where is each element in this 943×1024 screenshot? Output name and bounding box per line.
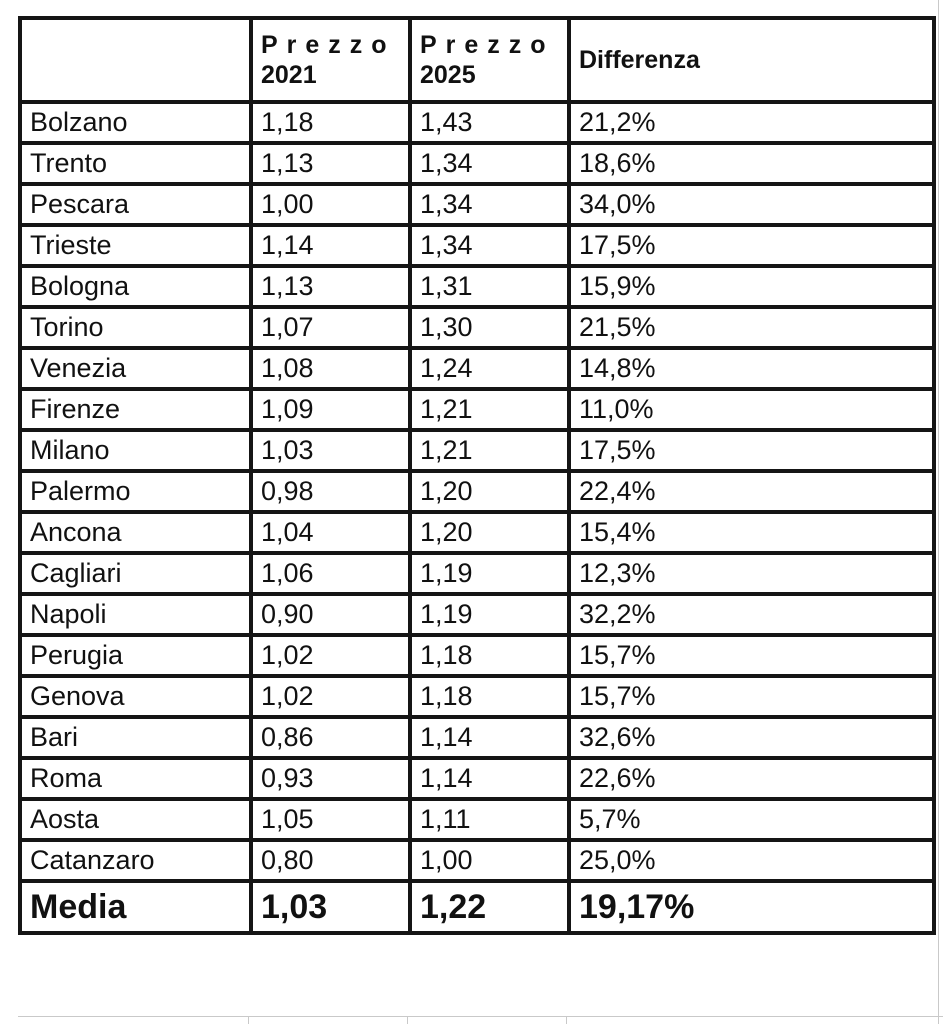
gridline-bottom-col-3	[566, 1016, 567, 1024]
header-price-2025-year: 2025	[420, 61, 476, 89]
cell-city[interactable]: Roma	[20, 758, 251, 799]
table-row	[20, 758, 934, 799]
cell-difference[interactable]: 32,6%	[569, 717, 934, 758]
cell-price-2025[interactable]: 1,30	[410, 307, 569, 348]
cell-difference[interactable]: 22,6%	[569, 758, 934, 799]
cell-city[interactable]: Firenze	[20, 389, 251, 430]
cell-price-2025[interactable]: 1,18	[410, 676, 569, 717]
cell-price-2025[interactable]: 1,11	[410, 799, 569, 840]
cell-price-2025[interactable]: 1,20	[410, 512, 569, 553]
cell-price-2021[interactable]: 1,03	[251, 430, 410, 471]
cell-difference[interactable]: 17,5%	[569, 430, 934, 471]
gridline-bottom-col-1	[248, 1016, 249, 1024]
cell-price-2025[interactable]: 1,34	[410, 225, 569, 266]
cell-difference[interactable]: 14,8%	[569, 348, 934, 389]
cell-difference[interactable]: 12,3%	[569, 553, 934, 594]
gridline-bottom	[18, 1016, 943, 1017]
cell-difference[interactable]: 21,5%	[569, 307, 934, 348]
cell-difference[interactable]: 25,0%	[569, 840, 934, 881]
cell-price-2025[interactable]: 1,31	[410, 266, 569, 307]
cell-difference[interactable]: 15,7%	[569, 635, 934, 676]
cell-price-2021[interactable]: 0,86	[251, 717, 410, 758]
gridline-bottom-col-2	[407, 1016, 408, 1024]
table-row	[20, 389, 934, 430]
price-table	[18, 16, 936, 935]
cell-difference[interactable]: 11,0%	[569, 389, 934, 430]
cell-price-2021[interactable]: 1,18	[251, 102, 410, 143]
cell-city[interactable]: Trieste	[20, 225, 251, 266]
cell-city[interactable]: Palermo	[20, 471, 251, 512]
cell-price-2025[interactable]: 1,21	[410, 389, 569, 430]
cell-price-2025[interactable]: 1,34	[410, 143, 569, 184]
header-cell-price-2025[interactable]	[410, 18, 569, 102]
table-row	[20, 553, 934, 594]
cell-price-2021[interactable]: 1,09	[251, 389, 410, 430]
table-row	[20, 348, 934, 389]
table-row	[20, 430, 934, 471]
cell-price-2025[interactable]: 1,00	[410, 840, 569, 881]
cell-city[interactable]: Torino	[20, 307, 251, 348]
header-price-2025-word: Prezzo	[420, 31, 555, 59]
table-row	[20, 225, 934, 266]
cell-price-2025[interactable]: 1,18	[410, 635, 569, 676]
table-row	[20, 266, 934, 307]
cell-price-2021[interactable]: 1,04	[251, 512, 410, 553]
header-price-2021-word: Prezzo	[261, 31, 396, 59]
cell-price-2021[interactable]: 1,02	[251, 635, 410, 676]
media-price-2025[interactable]: 1,22	[410, 881, 569, 933]
header-cell-price-2021[interactable]	[251, 18, 410, 102]
cell-price-2021[interactable]: 0,98	[251, 471, 410, 512]
cell-price-2025[interactable]: 1,21	[410, 430, 569, 471]
media-row	[20, 881, 934, 933]
cell-difference[interactable]: 5,7%	[569, 799, 934, 840]
table-row	[20, 184, 934, 225]
cell-city[interactable]: Aosta	[20, 799, 251, 840]
cell-city[interactable]: Napoli	[20, 594, 251, 635]
cell-difference[interactable]: 21,2%	[569, 102, 934, 143]
header-cell-city[interactable]	[20, 18, 251, 102]
cell-city[interactable]: Pescara	[20, 184, 251, 225]
header-price-2021-year: 2021	[261, 61, 317, 89]
cell-price-2021[interactable]: 1,06	[251, 553, 410, 594]
cell-price-2021[interactable]: 1,08	[251, 348, 410, 389]
cell-difference[interactable]: 32,2%	[569, 594, 934, 635]
cell-city[interactable]: Perugia	[20, 635, 251, 676]
cell-difference[interactable]: 15,7%	[569, 676, 934, 717]
cell-city[interactable]: Catanzaro	[20, 840, 251, 881]
media-price-2021[interactable]: 1,03	[251, 881, 410, 933]
cell-difference[interactable]: 15,9%	[569, 266, 934, 307]
media-label[interactable]: Media	[20, 881, 251, 933]
cell-price-2025[interactable]: 1,19	[410, 594, 569, 635]
table-row	[20, 594, 934, 635]
table-row	[20, 307, 934, 348]
cell-city[interactable]: Milano	[20, 430, 251, 471]
cell-city[interactable]: Bologna	[20, 266, 251, 307]
cell-difference[interactable]: 17,5%	[569, 225, 934, 266]
cell-price-2021[interactable]: 1,13	[251, 143, 410, 184]
cell-city[interactable]: Genova	[20, 676, 251, 717]
header-row	[20, 18, 934, 102]
cell-city[interactable]: Bari	[20, 717, 251, 758]
cell-price-2021[interactable]: 0,80	[251, 840, 410, 881]
table-row	[20, 799, 934, 840]
cell-price-2025[interactable]: 1,34	[410, 184, 569, 225]
header-cell-difference[interactable]: Differenza	[569, 18, 934, 102]
cell-difference[interactable]: 22,4%	[569, 471, 934, 512]
cell-price-2025[interactable]: 1,24	[410, 348, 569, 389]
cell-price-2025[interactable]: 1,20	[410, 471, 569, 512]
cell-price-2021[interactable]: 1,05	[251, 799, 410, 840]
cell-price-2021[interactable]: 1,07	[251, 307, 410, 348]
cell-price-2025[interactable]: 1,43	[410, 102, 569, 143]
cell-difference[interactable]: 18,6%	[569, 143, 934, 184]
cell-price-2021[interactable]: 1,13	[251, 266, 410, 307]
cell-city[interactable]: Bolzano	[20, 102, 251, 143]
table-row	[20, 102, 934, 143]
cell-price-2021[interactable]: 1,02	[251, 676, 410, 717]
table-row	[20, 676, 934, 717]
cell-difference[interactable]: 34,0%	[569, 184, 934, 225]
cell-city[interactable]: Trento	[20, 143, 251, 184]
cell-city[interactable]: Cagliari	[20, 553, 251, 594]
cell-price-2025[interactable]: 1,14	[410, 758, 569, 799]
cell-price-2021[interactable]: 1,14	[251, 225, 410, 266]
gridline-right	[938, 0, 939, 1024]
cell-price-2025[interactable]: 1,14	[410, 717, 569, 758]
cell-price-2025[interactable]: 1,19	[410, 553, 569, 594]
cell-city[interactable]: Ancona	[20, 512, 251, 553]
cell-difference[interactable]: 15,4%	[569, 512, 934, 553]
table-row	[20, 143, 934, 184]
table-row	[20, 512, 934, 553]
table-row	[20, 471, 934, 512]
cell-price-2021[interactable]: 0,90	[251, 594, 410, 635]
cell-price-2021[interactable]: 1,00	[251, 184, 410, 225]
cell-city[interactable]: Venezia	[20, 348, 251, 389]
media-difference[interactable]: 19,17%	[569, 881, 934, 933]
table-row	[20, 635, 934, 676]
table-row	[20, 717, 934, 758]
cell-price-2021[interactable]: 0,93	[251, 758, 410, 799]
table-row	[20, 840, 934, 881]
